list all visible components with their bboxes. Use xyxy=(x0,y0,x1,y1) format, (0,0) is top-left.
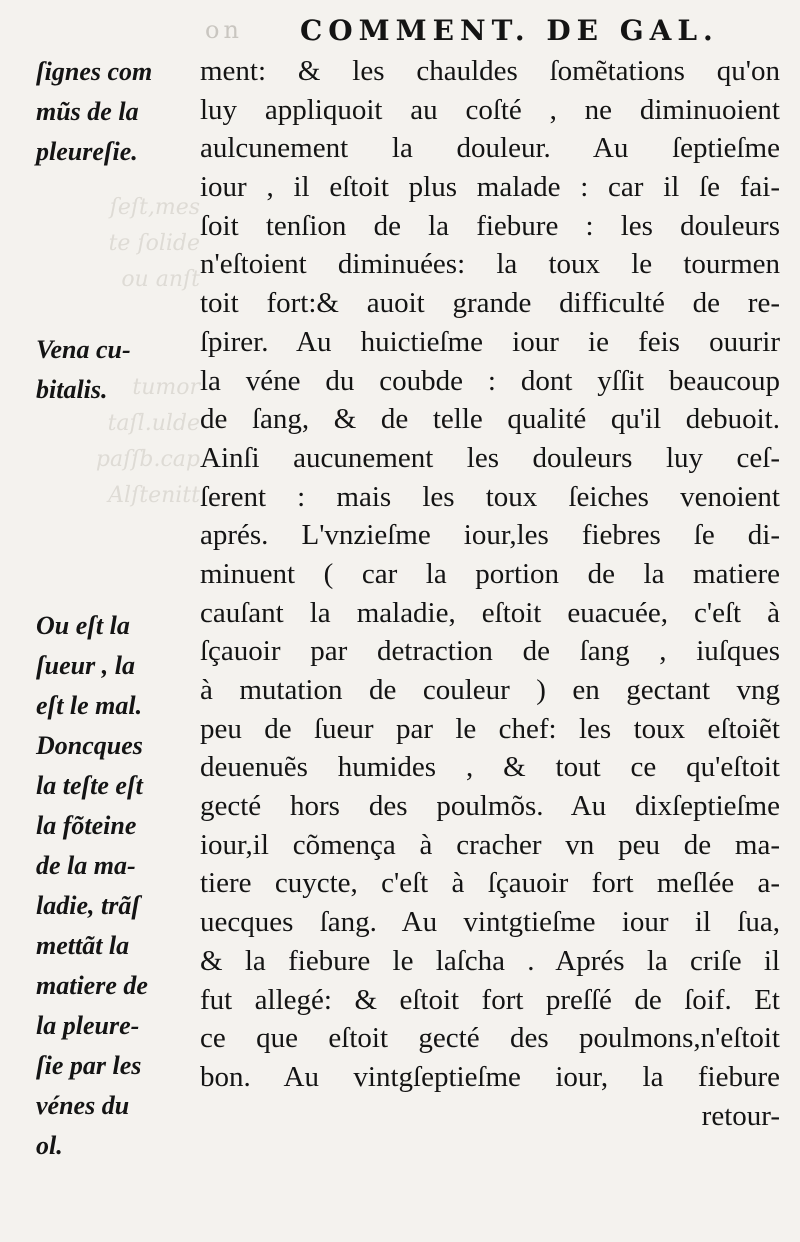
bleed-line: paſſb.cap xyxy=(95,447,200,472)
bleed-line: te ſolide xyxy=(108,231,200,256)
text-line: toit fort:& auoit grande difficulté de re- xyxy=(200,287,780,320)
note-line: Vena cu- xyxy=(36,335,131,364)
note-line: la fõteine xyxy=(36,811,137,840)
note-line: mettãt la xyxy=(36,931,130,960)
text-line: & la fiebure le laſcha . Aprés la criſe il xyxy=(200,944,780,977)
text-line: tiere cuycte, c'eſt à ſçauoir fort meſlée a- xyxy=(200,867,780,900)
text-line: n'eſtoient diminuées: la toux le tourmen xyxy=(200,248,780,281)
catchword: retour- xyxy=(701,1099,780,1132)
text-line: luy appliquoit au coſté , ne diminuoient xyxy=(200,93,780,126)
text-line: ment: & les chauldes ſomẽtations qu'on xyxy=(200,55,780,87)
note-line: ſignes com xyxy=(36,57,153,86)
text-line: ſçauoir par detraction de ſang , iuſques xyxy=(200,635,780,668)
text-line: gecté hors des poulmõs. Au dixſeptieſme xyxy=(200,790,780,823)
note-line: Doncques xyxy=(36,731,143,760)
text-line: cauſant la maladie, eſtoit euacuée, c'eſt à xyxy=(200,596,780,629)
note-line: eſt le mal. xyxy=(36,691,143,720)
note-line: ſueur , la xyxy=(36,651,135,680)
text-line: iour , il eſtoit plus malade : car il ſe fai- xyxy=(200,171,780,204)
text-line: ſerent : mais les toux ſeiches venoient xyxy=(200,480,780,513)
text-line: Ainſi aucunement les douleurs luy ceſ- xyxy=(200,441,780,474)
text-line: aulcunement la douleur. Au ſeptieſme xyxy=(200,132,780,165)
text-line: minuent ( car la portion de la matiere xyxy=(200,557,780,590)
text-line: aprés. L'vnzieſme iour,les fiebres ſe di- xyxy=(200,519,780,552)
text-line: iour,il cõmença à cracher vn peu de ma- xyxy=(200,828,780,861)
text-line: ce que eſtoit gecté des poulmons,n'eſtoit xyxy=(200,1022,780,1055)
text-line: fut allegé: & eſtoit fort preſſé de ſoif. Et xyxy=(200,983,780,1016)
note-line: ſie par les xyxy=(36,1051,142,1080)
text-line: bon. Au vintgſeptieſme iour, la fiebure xyxy=(200,1060,780,1093)
note-line: Ou eſt la xyxy=(36,611,130,640)
bleed-line: ou anſt xyxy=(121,267,200,292)
side-note-sweat xyxy=(36,606,196,1166)
note-line: bitalis. xyxy=(36,375,108,404)
text-line: de ſang, & de telle qualité qu'il debuoit. xyxy=(200,403,780,436)
note-line: de la ma- xyxy=(36,851,136,880)
bleed-line: taſl.ulde xyxy=(107,411,200,436)
note-line: la teſte eſt xyxy=(36,771,143,800)
note-line: matiere de xyxy=(36,971,148,1000)
bleed-line: ſeſt,mes xyxy=(109,195,200,220)
running-title: COMMENT. DE GAL. xyxy=(300,14,719,47)
text-line: deuenuẽs humides , & tout ce qu'eſtoit xyxy=(200,751,780,784)
bleed-line: tumor xyxy=(132,375,200,400)
text-line: la véne du coubde : dont yſſit beaucoup xyxy=(200,364,780,397)
side-note-vena xyxy=(36,330,196,410)
note-line: ladie, trãſ xyxy=(36,891,140,920)
note-line: mũs de la xyxy=(36,97,139,126)
note-line: ol. xyxy=(36,1131,63,1160)
text-line: uecques ſang. Au vintgtieſme iour il ſua, xyxy=(200,906,780,939)
side-note-pleurisy xyxy=(36,52,196,172)
bleed-line: Alſtenitt xyxy=(108,483,200,508)
bleed-through-header: on xyxy=(205,16,243,44)
text-line: peu de ſueur par le chef: les toux eſtoiẽt xyxy=(200,712,780,745)
note-line: vénes du xyxy=(36,1091,130,1120)
text-line: à mutation de couleur ) en gectant vng xyxy=(200,674,780,706)
note-line: pleureſie. xyxy=(36,137,138,166)
page-header xyxy=(0,14,800,54)
note-line: la pleure- xyxy=(36,1011,140,1040)
text-line: ſoit tenſion de la fiebure : les douleurs xyxy=(200,209,780,242)
main-text-column xyxy=(200,52,780,1135)
text-line: ſpirer. Au huictieſme iour ie feis ouurir xyxy=(200,325,780,358)
